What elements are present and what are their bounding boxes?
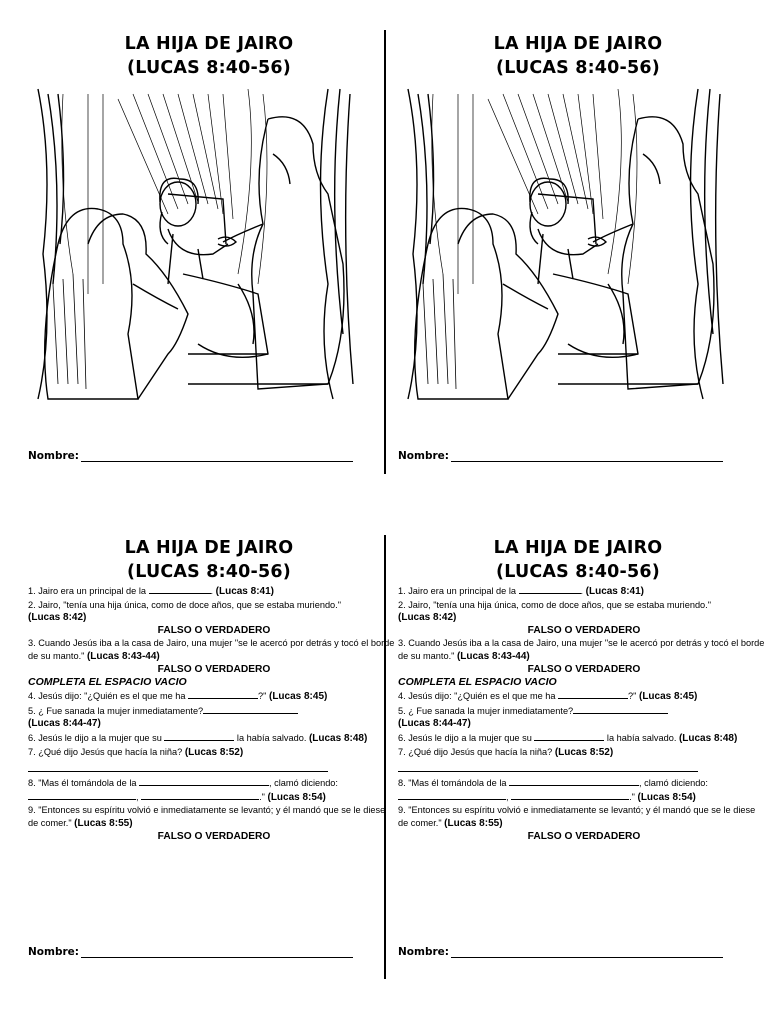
q8-blank-1[interactable] bbox=[509, 776, 639, 786]
q8-text-d: ." bbox=[259, 791, 268, 802]
question-7 bbox=[28, 746, 396, 760]
title-line1: LA HIJA DE JAIRO bbox=[493, 34, 663, 54]
q2-text: 2. Jairo, "tenía una hija única, como de doce años, que se estaba muriendo." bbox=[398, 599, 711, 610]
q6-blank[interactable] bbox=[534, 731, 604, 741]
q3-ref: (Lucas 8:43-44) bbox=[456, 650, 530, 662]
question-5 bbox=[398, 704, 766, 731]
name-blank-line[interactable] bbox=[451, 450, 723, 462]
q8-text-b: , clamó diciendo: bbox=[269, 778, 338, 789]
question-4 bbox=[28, 689, 396, 704]
title-line2: (LUCAS 8:40-56) bbox=[496, 58, 660, 78]
right-curtain bbox=[321, 89, 354, 399]
name-field bbox=[398, 946, 723, 958]
name-label: Nombre: bbox=[28, 946, 79, 958]
q8-ref: (Lucas 8:54) bbox=[267, 791, 326, 803]
q6-text-b: la había salvado. bbox=[234, 732, 309, 743]
title-line1: LA HIJA DE JAIRO bbox=[124, 538, 294, 558]
coloring-card-right bbox=[398, 32, 768, 472]
coloring-card-left bbox=[28, 32, 400, 472]
question-9 bbox=[398, 804, 766, 830]
q7-ref: (Lucas 8:52) bbox=[554, 746, 614, 758]
q8-ref: (Lucas 8:54) bbox=[637, 791, 696, 803]
title-line2: (LUCAS 8:40-56) bbox=[127, 562, 291, 582]
card-title bbox=[18, 32, 400, 80]
true-false-2: FALSO O VERDADERO bbox=[157, 624, 271, 636]
question-3 bbox=[28, 637, 396, 663]
true-false-3: FALSO O VERDADERO bbox=[157, 663, 271, 675]
left-curtain bbox=[38, 89, 64, 399]
q8-blank-1[interactable] bbox=[139, 776, 269, 786]
name-field bbox=[28, 946, 353, 958]
q2-ref: (Lucas 8:42) bbox=[398, 612, 457, 624]
q9-ref: (Lucas 8:55) bbox=[444, 817, 503, 829]
section-title: COMPLETA EL ESPACIO VACIO bbox=[398, 676, 557, 689]
question-8 bbox=[28, 776, 396, 804]
q6-blank[interactable] bbox=[164, 731, 234, 741]
title-line1: LA HIJA DE JAIRO bbox=[124, 34, 294, 54]
q8-text-d: ." bbox=[629, 791, 638, 802]
q5-ref: (Lucas 8:44-47) bbox=[398, 718, 471, 730]
girl-body bbox=[538, 229, 598, 284]
window-rays bbox=[62, 89, 267, 294]
right-curtain bbox=[691, 89, 724, 399]
q6-ref: (Lucas 8:48) bbox=[308, 732, 368, 744]
left-curtain bbox=[408, 89, 434, 399]
name-label: Nombre: bbox=[28, 450, 79, 462]
section-title: COMPLETA EL ESPACIO VACIO bbox=[28, 676, 187, 689]
q6-text: 6. Jesús le dijo a la mujer que su bbox=[398, 732, 535, 743]
q4-text: 4. Jesús dijo: "¿Quién es el que me ha bbox=[398, 691, 559, 702]
q1-text-b: . bbox=[580, 586, 586, 596]
q4-blank[interactable] bbox=[558, 689, 628, 699]
question-7 bbox=[398, 746, 766, 760]
q5-blank[interactable] bbox=[573, 704, 668, 714]
question-2 bbox=[28, 599, 396, 625]
q7-answer-line[interactable] bbox=[28, 759, 328, 772]
question-6 bbox=[28, 731, 396, 746]
q9-text: 9. "Entonces su espíritu volvió e inmediatamente se levantó; y él mandó que se le diese de comer." bbox=[28, 805, 386, 828]
question-2 bbox=[398, 599, 766, 625]
father-robe-stripes bbox=[53, 274, 86, 389]
q1-ref: (Lucas 8:41) bbox=[585, 586, 644, 597]
title-line2: (LUCAS 8:40-56) bbox=[496, 562, 660, 582]
question-5 bbox=[28, 704, 396, 731]
window-rays bbox=[432, 89, 637, 294]
q1-blank[interactable] bbox=[149, 584, 211, 594]
name-label: Nombre: bbox=[398, 450, 449, 462]
question-6 bbox=[398, 731, 766, 746]
question-1 bbox=[398, 584, 766, 599]
jesus-figure bbox=[223, 117, 344, 389]
q5-blank[interactable] bbox=[203, 704, 298, 714]
q2-text: 2. Jairo, "tenía una hija única, como de doce años, que se estaba muriendo." bbox=[28, 599, 341, 610]
card-title bbox=[18, 536, 400, 584]
jesus-figure bbox=[593, 117, 714, 389]
name-blank-line[interactable] bbox=[81, 946, 353, 958]
q4-blank[interactable] bbox=[188, 689, 258, 699]
q7-answer-line[interactable] bbox=[398, 759, 698, 772]
q8-text: 8. "Mas él tomándola de la bbox=[398, 778, 510, 789]
q8-text-c: , bbox=[506, 791, 512, 802]
title-line2: (LUCAS 8:40-56) bbox=[127, 58, 291, 78]
coloring-illustration bbox=[28, 84, 368, 404]
q1-text: 1. Jairo era un principal de la bbox=[398, 586, 519, 596]
question-8 bbox=[398, 776, 766, 804]
q1-ref: (Lucas 8:41) bbox=[215, 586, 274, 597]
q8-blank-3[interactable] bbox=[141, 790, 259, 800]
q3-text: 3. Cuando Jesús iba a la casa de Jairo, una mujer "se le acercó por detrás y tocó el borde de su manto." bbox=[28, 638, 395, 661]
girl-head bbox=[530, 182, 566, 226]
q5-text: 5. ¿ Fue sanada la mujer inmediatamente? bbox=[398, 705, 574, 716]
question-4 bbox=[398, 689, 766, 704]
q6-text-b: la había salvado. bbox=[604, 732, 679, 743]
q4-text-b: ?" bbox=[258, 691, 269, 702]
q3-ref: (Lucas 8:43-44) bbox=[86, 650, 160, 662]
true-false-9: FALSO O VERDADERO bbox=[157, 830, 271, 842]
card-title bbox=[386, 536, 768, 584]
q5-ref: (Lucas 8:44-47) bbox=[28, 718, 101, 730]
q9-ref: (Lucas 8:55) bbox=[74, 817, 133, 829]
q4-ref: (Lucas 8:45) bbox=[638, 691, 698, 703]
q9-text: 9. "Entonces su espíritu volvió e inmediatamente se levantó; y él mandó que se le diese de comer." bbox=[398, 805, 756, 828]
title-line1: LA HIJA DE JAIRO bbox=[493, 538, 663, 558]
true-false-3: FALSO O VERDADERO bbox=[527, 663, 641, 675]
question-3 bbox=[398, 637, 766, 663]
name-field bbox=[28, 450, 353, 462]
q8-text-b: , clamó diciendo: bbox=[639, 778, 708, 789]
q2-ref: (Lucas 8:42) bbox=[28, 612, 87, 624]
q7-text: 7. ¿Qué dijo Jesús que hacía la niña? bbox=[398, 746, 555, 757]
q4-ref: (Lucas 8:45) bbox=[268, 691, 328, 703]
name-blank-line[interactable] bbox=[451, 946, 723, 958]
q8-text: 8. "Mas él tomándola de la bbox=[28, 778, 140, 789]
quiz-card-left bbox=[28, 536, 400, 976]
true-false-9: FALSO O VERDADERO bbox=[527, 830, 641, 842]
girl-head bbox=[160, 182, 196, 226]
q6-text: 6. Jesús le dijo a la mujer que su bbox=[28, 732, 165, 743]
q3-text: 3. Cuando Jesús iba a la casa de Jairo, una mujer "se le acercó por detrás y tocó el borde de su manto." bbox=[398, 638, 765, 661]
girl-body bbox=[168, 229, 228, 284]
q8-blank-2[interactable] bbox=[398, 790, 506, 800]
coloring-illustration bbox=[398, 84, 738, 404]
name-label: Nombre: bbox=[398, 946, 449, 958]
bed-headboard bbox=[538, 194, 596, 244]
quiz-card-right bbox=[398, 536, 768, 976]
bed-headboard bbox=[168, 194, 226, 244]
q8-blank-2[interactable] bbox=[28, 790, 136, 800]
name-blank-line[interactable] bbox=[81, 450, 353, 462]
q8-text-c: , bbox=[136, 791, 142, 802]
q6-ref: (Lucas 8:48) bbox=[678, 732, 738, 744]
question-1 bbox=[28, 584, 396, 599]
card-title bbox=[386, 32, 768, 80]
name-field bbox=[398, 450, 723, 462]
q1-text: 1. Jairo era un principal de la bbox=[28, 586, 149, 596]
q1-blank[interactable] bbox=[519, 584, 581, 594]
question-9 bbox=[28, 804, 396, 830]
q4-text: 4. Jesús dijo: "¿Quién es el que me ha bbox=[28, 691, 189, 702]
father-robe-stripes bbox=[423, 274, 456, 389]
q7-text: 7. ¿Qué dijo Jesús que hacía la niña? bbox=[28, 746, 185, 757]
q8-blank-3[interactable] bbox=[511, 790, 629, 800]
true-false-2: FALSO O VERDADERO bbox=[527, 624, 641, 636]
q5-text: 5. ¿ Fue sanada la mujer inmediatamente? bbox=[28, 705, 204, 716]
q1-text-b: . bbox=[210, 586, 216, 596]
q7-ref: (Lucas 8:52) bbox=[184, 746, 244, 758]
q4-text-b: ?" bbox=[628, 691, 639, 702]
